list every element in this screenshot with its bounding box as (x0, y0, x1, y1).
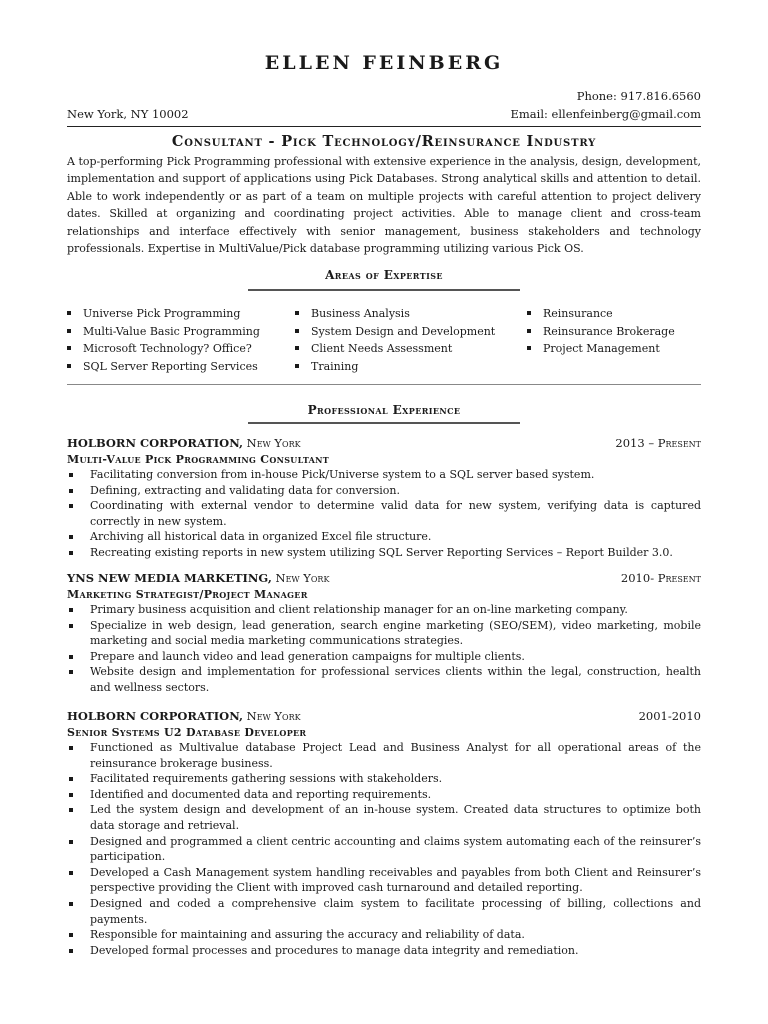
job-bullet: Archiving all historical data in organized Excel file structure. (67, 529, 701, 545)
expertise-item: SQL Server Reporting Services (67, 358, 260, 376)
job-title: Marketing Strategist/Project Manager (67, 588, 308, 601)
bullet-icon (67, 329, 71, 333)
job-dates: 2013 – Present (615, 436, 701, 450)
job-bullet: Designed and coded a comprehensive claim system to facilitate processing of billing, collections and payments. (67, 896, 701, 927)
summary-paragraph: A top-performing Pick Programming professional with extensive experience in the analysis, design, development, implementation and support of applications using Pick Databases. Strong analytical skills and attention to detail. Able to work independently or as part of a team on multiple projects with careful attention to project delivery dates. Skilled at organizing and coordinating project activities. Able to manage client and cross-team relationships and interface effectively with senior management, business stakeholders and technology professionals. Expertise in MultiValue/Pick database programming utilizing various Pick OS. (67, 155, 701, 256)
job-entry (67, 709, 701, 958)
bullet-icon (295, 329, 299, 333)
job-entry (67, 571, 701, 696)
bullet-icon (295, 311, 299, 315)
expertise-column-3 (527, 305, 675, 358)
job-bullet: Facilitated requirements gathering sessions with stakeholders. (67, 771, 701, 787)
expertise-item: Project Management (527, 340, 675, 358)
bullet-icon (69, 808, 73, 812)
email-address: Email: ellenfeinberg@gmail.com (510, 107, 701, 121)
expertise-item: Client Needs Assessment (295, 340, 495, 358)
header-divider (67, 126, 701, 127)
bullet-icon (69, 489, 73, 493)
job-dates: 2001-2010 (638, 709, 701, 723)
job-dates: 2010- Present (620, 571, 701, 585)
job-bullet: Led the system design and development of an in-house system. Created data structures to optimize both data storage and retrieval. (67, 802, 701, 833)
bullet-icon (527, 329, 531, 333)
contact-row-2 (67, 107, 701, 121)
bullet-icon (69, 473, 73, 477)
company-name: YNS NEW MEDIA MARKETING, (67, 571, 272, 585)
job-bullet: Prepare and launch video and lead generation campaigns for multiple clients. (67, 649, 701, 665)
job-bullet: Website design and implementation for professional services clients within the legal, construction, health and wellness sectors. (67, 664, 701, 695)
phone-number: Phone: 917.816.6560 (576, 89, 701, 103)
job-bullet: Coordinating with external vendor to determine valid data for new system, verifying data is captured correctly in new system. (67, 498, 701, 529)
bullet-icon (67, 311, 71, 315)
job-bullet: Recreating existing reports in new system utilizing SQL Server Reporting Services – Report Builder 3.0. (67, 545, 701, 561)
job-bullet: Facilitating conversion from in-house Pick/Universe system to a SQL server based system. (67, 467, 701, 483)
job-header (67, 709, 701, 725)
company-location: New York (275, 571, 330, 585)
job-title: Senior Systems U2 Database Developer (67, 726, 307, 739)
bullet-icon (69, 793, 73, 797)
expertise-item: System Design and Development (295, 323, 495, 341)
job-bullet: Designed and programmed a client centric accounting and claims system automating each of the reinsurer’s participation. (67, 834, 701, 865)
expertise-title-underline (248, 289, 520, 291)
company-location: New York (246, 709, 301, 723)
bullet-icon (69, 871, 73, 875)
expertise-section-title: Areas of Expertise (325, 268, 443, 282)
expertise-item: Universe Pick Programming (67, 305, 260, 323)
section-divider (67, 384, 701, 385)
job-bullet: Responsible for maintaining and assuring the accuracy and reliability of data. (67, 927, 701, 943)
bullet-icon (69, 655, 73, 659)
job-bullet: Developed formal processes and procedures to manage data integrity and remediation. (67, 943, 701, 959)
bullet-icon (67, 346, 71, 350)
bullet-icon (69, 504, 73, 508)
bullet-icon (69, 777, 73, 781)
bullet-icon (69, 746, 73, 750)
bullet-icon (69, 535, 73, 539)
job-title: Multi-Value Pick Programming Consultant (67, 453, 330, 466)
job-bullet: Functioned as Multivalue database Project Lead and Business Analyst for all operational areas of the reinsurance brokerage business. (67, 740, 701, 771)
bullet-icon (69, 949, 73, 953)
job-bullets (67, 740, 701, 958)
expertise-item: Training (295, 358, 495, 376)
job-bullet: Specialize in web design, lead generation, search engine marketing (SEO/SEM), video marketing, mobile marketing and social media marketing communications strategies. (67, 618, 701, 649)
bullet-icon (527, 346, 531, 350)
job-header (67, 436, 701, 452)
expertise-item: Reinsurance Brokerage (527, 323, 675, 341)
job-header (67, 571, 701, 587)
job-bullet: Defining, extracting and validating data for conversion. (67, 483, 701, 499)
job-entry (67, 436, 701, 561)
job-bullets (67, 467, 701, 561)
bullet-icon (527, 311, 531, 315)
job-bullets (67, 602, 701, 696)
experience-section-title: Professional Experience (307, 403, 461, 417)
job-bullet: Identified and documented data and reporting requirements. (67, 787, 701, 803)
bullet-icon (69, 933, 73, 937)
job-bullet: Developed a Cash Management system handling receivables and payables from both Client and Reinsurer’s perspective providing the Client with improved cash turnaround and detailed reporting. (67, 865, 701, 896)
location: New York, NY 10002 (67, 107, 189, 121)
bullet-icon (69, 902, 73, 906)
bullet-icon (69, 840, 73, 844)
company-name: HOLBORN CORPORATION, (67, 436, 243, 450)
bullet-icon (69, 670, 73, 674)
expertise-item: Microsoft Technology? Office? (67, 340, 260, 358)
company-location: New York (246, 436, 301, 450)
expertise-column-2 (295, 305, 495, 375)
bullet-icon (69, 551, 73, 555)
expertise-item: Multi-Value Basic Programming (67, 323, 260, 341)
bullet-icon (67, 364, 71, 368)
bullet-icon (69, 608, 73, 612)
bullet-icon (295, 364, 299, 368)
company-name: HOLBORN CORPORATION, (67, 709, 243, 723)
bullet-icon (295, 346, 299, 350)
headline: Consultant - Pick Technology/Reinsurance Industry (171, 133, 597, 150)
bullet-icon (69, 624, 73, 628)
expertise-item: Reinsurance (527, 305, 675, 323)
expertise-item: Business Analysis (295, 305, 495, 323)
candidate-name: ELLEN FEINBERG (264, 52, 504, 74)
expertise-column-1 (67, 305, 260, 375)
job-bullet: Primary business acquisition and client relationship manager for an on-line marketing company. (67, 602, 701, 618)
experience-title-underline (248, 422, 520, 424)
